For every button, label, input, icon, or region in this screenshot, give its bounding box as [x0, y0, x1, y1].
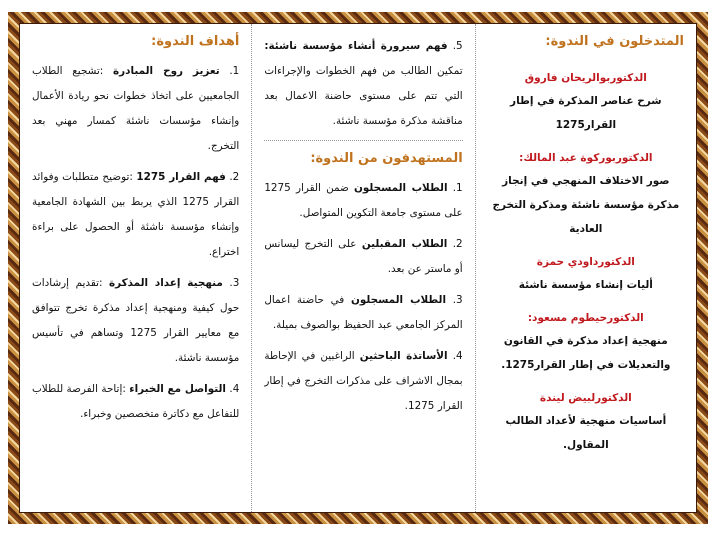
- speakers-column: [476, 24, 696, 512]
- audience-item: [264, 176, 462, 226]
- goal-item: [32, 377, 239, 427]
- speaker-name: الدكتورلبيض ليندة: [539, 392, 632, 404]
- goal-text: :إتاحة الفرصة للطلاب للتفاعل مع دكاترة متخصصين وخبراء.: [32, 383, 240, 420]
- goal-lead: منهجية إعداد المذكرة: [109, 277, 223, 289]
- audience-lead: الطلاب المقبلين: [361, 238, 448, 250]
- audience-column: [251, 24, 475, 512]
- audience-lead: الطلاب المسجلون: [354, 182, 448, 194]
- audience-number: 4.: [452, 350, 463, 362]
- speaker-name: الدكتوربوالريحان فاروق: [524, 72, 647, 84]
- speaker-topic: أليات إنشاء مؤسسة ناشئة: [518, 279, 653, 291]
- goal-number: 1.: [229, 65, 240, 77]
- audience-text: في حاضنة اعمال المركز الجامعي عبد الحفيظ بوالصوف بميلة.: [264, 294, 463, 331]
- goal-lead: التواصل مع الخبراء: [129, 383, 226, 395]
- goal-lead: فهم سيرورة أنشاء مؤسسة ناشئة:: [264, 40, 448, 52]
- goal-lead: فهم القرار 1275: [136, 171, 226, 183]
- goals-column: [20, 24, 251, 512]
- goal-number: 5.: [452, 40, 463, 52]
- speaker-topic: شرح عناصر المذكرة في إطار القرار1275: [510, 95, 662, 131]
- goal-item: [32, 59, 239, 159]
- audience-lead: الأساتذة الباحثين: [359, 350, 448, 362]
- audience-text: الراغبين في الإحاطة بمجال الاشراف على مذكرات التخرج في إطار القرار 1275.: [264, 350, 463, 412]
- goal-text: :توضيح متطلبات وفوائد القرار 1275 الذي يربط بين الشهادة الجامعية وإنشاء مؤسسة ناشئة أو الحصول على براءة اختراع.: [32, 171, 240, 258]
- audience-item: [264, 288, 462, 338]
- goal-number: 2.: [229, 171, 240, 183]
- speaker-topic: صور الاختلاف المنهجي في إنجاز مذكرة مؤسسة ناشئة ومذكرة التخرج العادية: [492, 175, 680, 235]
- audience-heading: المستهدفون من الندوة:: [310, 151, 463, 166]
- goal-item-5: [264, 34, 462, 134]
- goal-item: [32, 271, 239, 371]
- speaker-name: الدكتورحيطوم مسعود:: [527, 312, 644, 324]
- goal-lead: تعزيز روح المبادرة: [113, 65, 220, 77]
- goal-number: 4.: [229, 383, 240, 395]
- speaker-topic: أساسيات منهجية لأعداد الطالب المقاول.: [505, 415, 667, 451]
- decorative-border: [8, 12, 708, 524]
- speaker-topic: منهجية إعداد مذكرة في القانون والتعديلات في إطار القرار1275.: [501, 335, 671, 371]
- brochure-panel: [19, 23, 697, 513]
- speaker-name: الدكتورداودي حمزة: [536, 256, 635, 268]
- audience-text: على التخرج ليسانس أو ماستر عن بعد.: [264, 238, 463, 275]
- audience-number: 1.: [452, 182, 463, 194]
- goal-number: 3.: [229, 277, 240, 289]
- goal-text: :تشجيع الطلاب الجامعيين على اتخاذ خطوات نحو ريادة الأعمال وإنشاء مؤسسات ناشئة كمسار مهني بعد التخرج.: [32, 65, 240, 152]
- goal-text: :تقديم إرشادات حول كيفية ومنهجية إعداد مذكرة تخرج تتوافق مع معايير القرار 1275 وتساهم في تأسيس مؤسسة ناشئة.: [32, 277, 240, 364]
- speaker-name: الدكتوربوركوة عبد المالك:: [519, 152, 653, 164]
- goal-text: تمكين الطالب من فهم الخطوات والإجراءات التي تتم على مستوى حاضنة الاعمال بعد مناقشة مذكرة مؤسسة ناشئة.: [264, 65, 463, 127]
- audience-number: 3.: [452, 294, 463, 306]
- audience-number: 2.: [452, 238, 463, 250]
- audience-text: ضمن القرار 1275 على مستوى جامعة التكوين المتواصل.: [264, 182, 463, 219]
- audience-item: [264, 232, 462, 282]
- audience-item: [264, 344, 462, 419]
- audience-lead: الطلاب المسجلون: [350, 294, 447, 306]
- section-divider: [264, 140, 462, 141]
- goal-item: [32, 165, 239, 265]
- goals-heading: أهداف الندوة:: [151, 34, 240, 49]
- speakers-heading: المتدخلون في الندوة:: [545, 34, 684, 49]
